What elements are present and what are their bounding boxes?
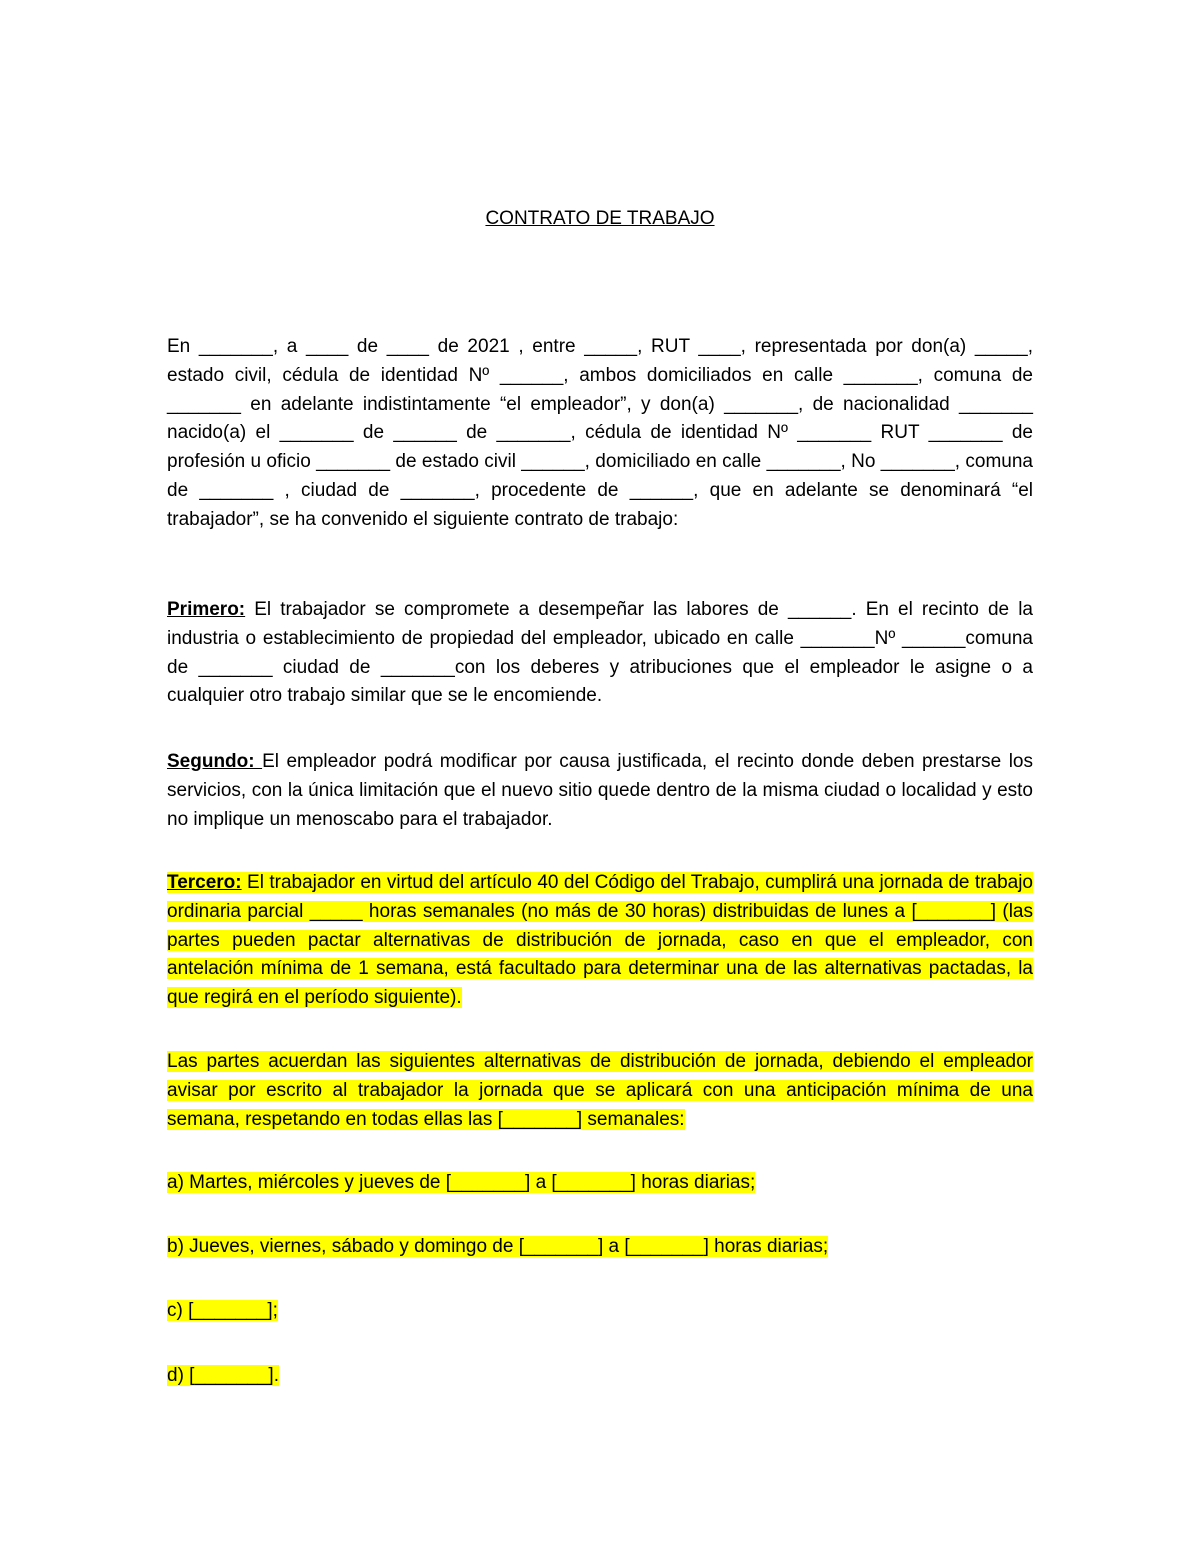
highlighted-text: c) [_______];	[167, 1300, 278, 1321]
clause-primero	[167, 596, 1033, 711]
intro-paragraph: En _______, a ____ de ____ de 2021 , entre _____, RUT ____, representada por don(a) _____, estado civil, cédula de identidad Nº ______, ambos domiciliados en calle _______, comuna de _______ en adelante indistintamente “el empleador”, y don(a) _______, de nacionalidad _______ nacido(a) el _______ de ______ de _______, cédula de identidad Nº _______ RUT _______ de profesión u oficio _______ de estado civil ______, domiciliado en calle _______, No _______, comuna de _______ , ciudad de _______, procedente de ______, que en adelante se denominará “el trabajador”, se ha convenido el siguiente contrato de trabajo:	[167, 336, 1033, 530]
highlighted-text: d) [_______].	[167, 1365, 279, 1386]
alternative-item	[167, 1362, 1033, 1391]
clause-text: El trabajador en virtud del artículo 40 del Código del Trabajo, cumplirá una jornada de trabajo ordinaria parcial _____ horas semanales (no más de 30 horas) distribuidas de lunes a [_______] (las partes pueden pactar alternativas de distribución de jornada, caso en que el empleador, con antelación mínima de 1 semana, está facultado para determinar una de las alternativas pactadas, la que regirá en el período siguiente).	[167, 872, 1033, 1009]
document-title: CONTRATO DE TRABAJO	[485, 208, 715, 229]
highlighted-text: a) Martes, miércoles y jueves de [_______] a [_______] horas diarias;	[167, 1172, 756, 1193]
clause-segundo	[167, 748, 1033, 834]
clause-heading: Tercero:	[167, 872, 242, 893]
alternatives-intro	[167, 1048, 1033, 1134]
alternative-item	[167, 1297, 1033, 1326]
highlighted-text: b) Jueves, viernes, sábado y domingo de [_______] a [_______] horas diarias;	[167, 1236, 829, 1257]
clause-tercero	[167, 869, 1033, 1013]
clause-heading: Primero:	[167, 599, 246, 620]
clause-text: El empleador podrá modificar por causa justificada, el recinto donde deben prestarse los servicios, con la única limitación que el nuevo sitio quede dentro de la misma ciudad o localidad y esto no implique un menoscabo para el trabajador.	[167, 751, 1033, 830]
clause-heading: Segundo:	[167, 751, 263, 772]
alternative-item	[167, 1169, 1033, 1198]
clause-text: El trabajador se compromete a desempeñar las labores de ______. En el recinto de la industria o establecimiento de propiedad del empleador, ubicado en calle _______Nº ______comuna de _______ ciudad de _______con los deberes y atribuciones que el empleador le asigne o a cualquier otro trabajo similar que se le encomiende.	[167, 599, 1033, 707]
highlighted-text: Las partes acuerdan las siguientes alternativas de distribución de jornada, debiendo el empleador avisar por escrito al trabajador la jornada que se aplicará con una anticipación mínima de una semana, respetando en todas ellas las [_______] semanales:	[167, 1051, 1033, 1130]
alternative-item	[167, 1233, 1033, 1262]
highlighted-text	[167, 872, 1033, 1008]
